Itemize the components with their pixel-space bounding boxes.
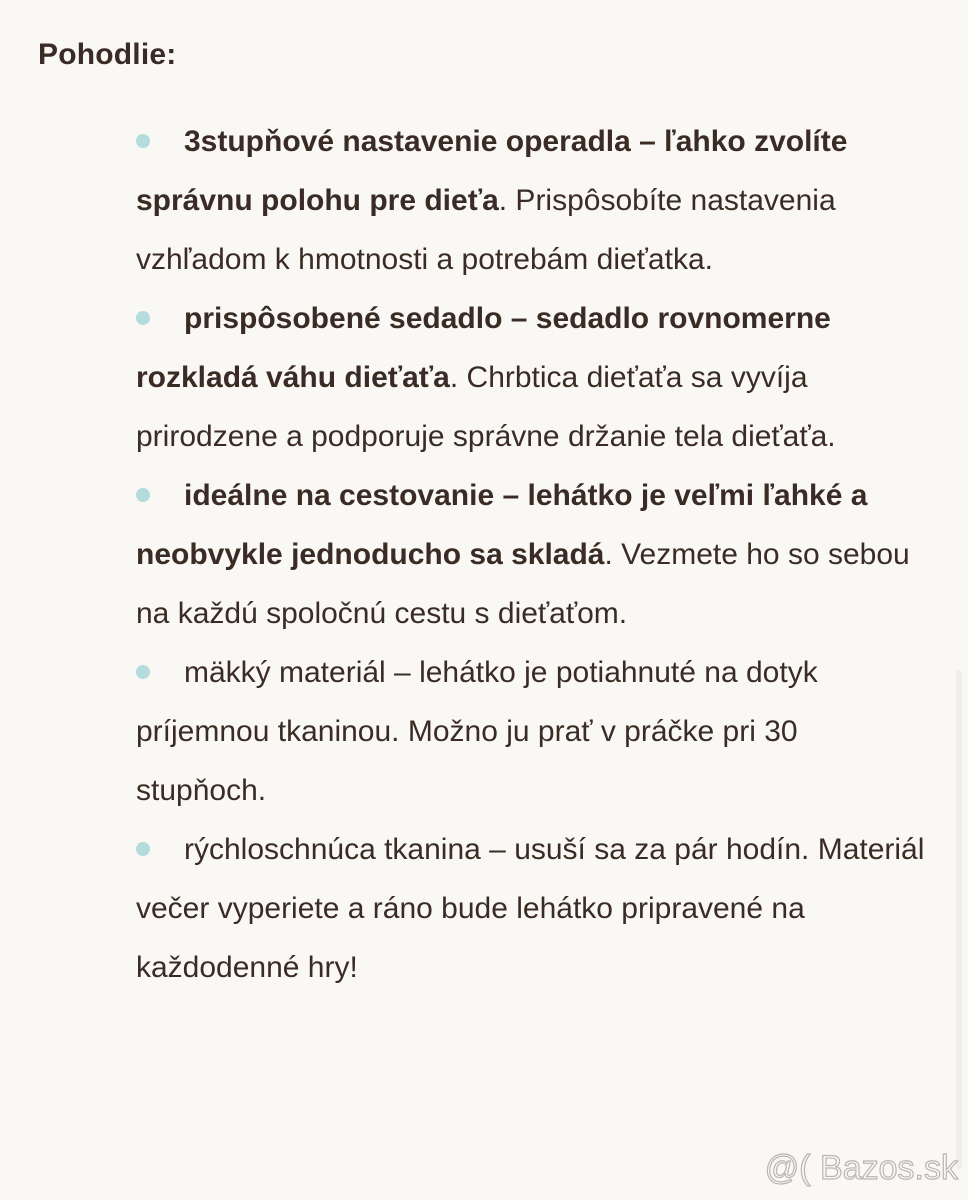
item-text: rýchloschnúca tkanina – usuší sa za pár hodín. Materiál večer vyperiete a ráno bude lehátko pripravené na každodenné hry! — [136, 833, 925, 984]
bullet-icon — [136, 134, 150, 148]
scrollbar[interactable] — [956, 670, 962, 1170]
item-bold-text: prispôsobené sedadlo – sedadlo rovnomerne rozkladá váhu dieťaťa — [136, 302, 831, 394]
list-item — [136, 289, 936, 466]
item-text: mäkký materiál – lehátko je potiahnuté na dotyk príjemnou tkaninou. Možno ju prať v práčke pri 30 stupňoch. — [136, 656, 818, 807]
item-bold-text: ideálne na cestovanie – lehátko je veľmi ľahké a neobvykle jednoducho sa skladá — [136, 479, 868, 571]
bullet-icon — [136, 665, 150, 679]
item-text: . Chrbtica dieťaťa sa vyvíja prirodzene a podporuje správne držanie tela dieťaťa. — [136, 361, 836, 453]
bullet-icon — [136, 842, 150, 856]
list-item — [136, 820, 936, 997]
list-item — [136, 112, 936, 289]
item-bold-text: 3stupňové nastavenie operadla – ľahko zvolíte správnu polohu pre dieťa — [136, 125, 848, 217]
bullet-icon — [136, 488, 150, 502]
features-list — [136, 112, 936, 997]
bullet-icon — [136, 311, 150, 325]
list-item — [136, 643, 936, 820]
section-heading: Pohodlie: — [38, 38, 177, 71]
watermark: @( Bazos.sk — [764, 1149, 958, 1187]
item-text: . Prispôsobíte nastavenia vzhľadom k hmotnosti a potrebám dieťatka. — [136, 184, 836, 276]
list-item — [136, 466, 936, 643]
item-text: . Vezmete ho so sebou na každú spoločnú cestu s dieťaťom. — [136, 538, 910, 630]
